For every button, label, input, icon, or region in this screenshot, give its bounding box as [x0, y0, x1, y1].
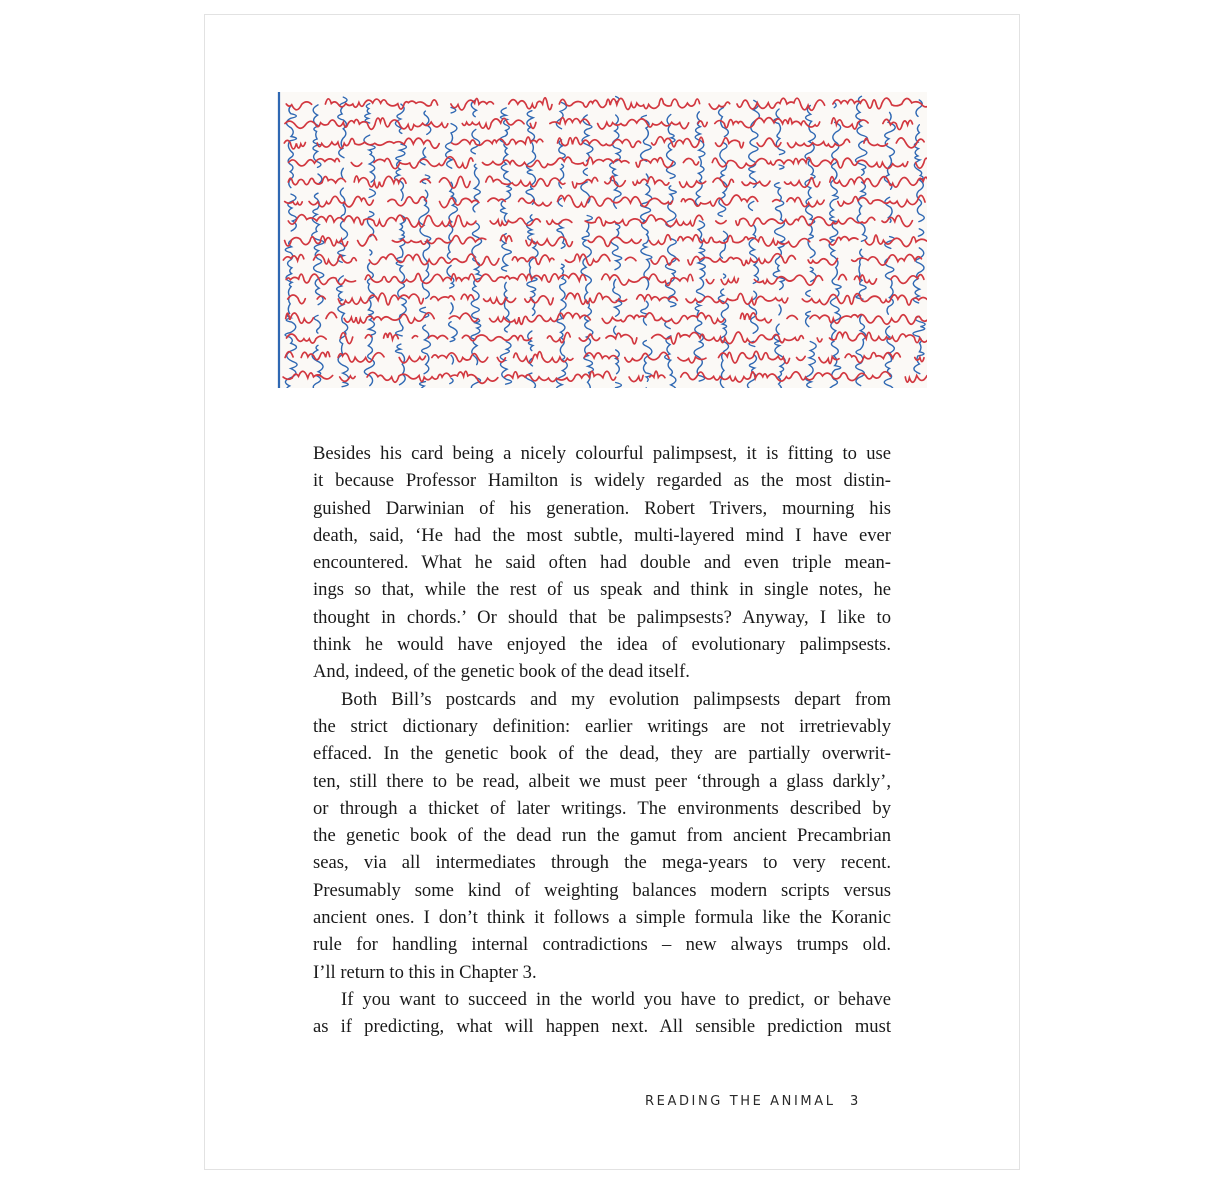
text-line: If you want to succeed in the world you have to predict, or behave: [341, 988, 891, 1010]
text-line: effaced. In the genetic book of the dead, they are partially overwrit-: [313, 743, 891, 765]
text-line: Presumably some kind of weighting balances modern scripts versus: [313, 879, 891, 901]
text-line: encountered. What he said often had double and even triple mean-: [313, 552, 891, 574]
text-line: ten, still there to be read, albeit we must peer ‘through a glass darkly’,: [313, 770, 891, 792]
handwriting-illustration: [277, 92, 927, 388]
text-line: as if predicting, what will happen next. All sensible prediction must: [313, 1016, 891, 1038]
text-line: seas, via all intermediates through the mega-years to very recent.: [313, 852, 891, 874]
book-page: [204, 14, 1020, 1170]
paragraph-3: [313, 986, 891, 1041]
running-head: READING THE ANIMAL: [645, 1094, 836, 1109]
text-line: And, indeed, of the genetic book of the dead itself.: [313, 661, 690, 683]
paragraph-2: [313, 686, 891, 986]
page-number: 3: [850, 1094, 859, 1109]
text-line: I’ll return to this in Chapter 3.: [313, 961, 537, 983]
text-line: Both Bill’s postcards and my evolution palimpsests depart from: [341, 688, 891, 710]
paragraph-1: [313, 440, 891, 686]
body-text: [313, 440, 891, 1041]
postcard-paper: [277, 92, 927, 388]
text-line: thought in chords.’ Or should that be palimpsests? Anyway, I like to: [313, 606, 891, 628]
text-line: guished Darwinian of his generation. Robert Trivers, mourning his: [313, 497, 891, 519]
text-line: ings so that, while the rest of us speak and think in single notes, he: [313, 579, 891, 601]
text-line: the genetic book of the dead run the gamut from ancient Precambrian: [313, 825, 891, 847]
palimpsest-postcard-image: [277, 92, 927, 388]
text-line: death, said, ‘He had the most subtle, multi-layered mind I have ever: [313, 524, 891, 546]
text-line: think he would have enjoyed the idea of evolutionary palimpsests.: [313, 634, 891, 656]
text-line: it because Professor Hamilton is widely regarded as the most distin-: [313, 470, 891, 492]
text-line: Besides his card being a nicely colourful palimpsest, it is fitting to use: [313, 443, 891, 464]
text-line: ancient ones. I don’t think it follows a simple formula like the Koranic: [313, 907, 891, 929]
text-line: the strict dictionary definition: earlier writings are not irretrievably: [313, 715, 891, 737]
text-line: or through a thicket of later writings. The environments described by: [313, 797, 891, 819]
text-line: rule for handling internal contradictions – new always trumps old.: [313, 934, 891, 956]
